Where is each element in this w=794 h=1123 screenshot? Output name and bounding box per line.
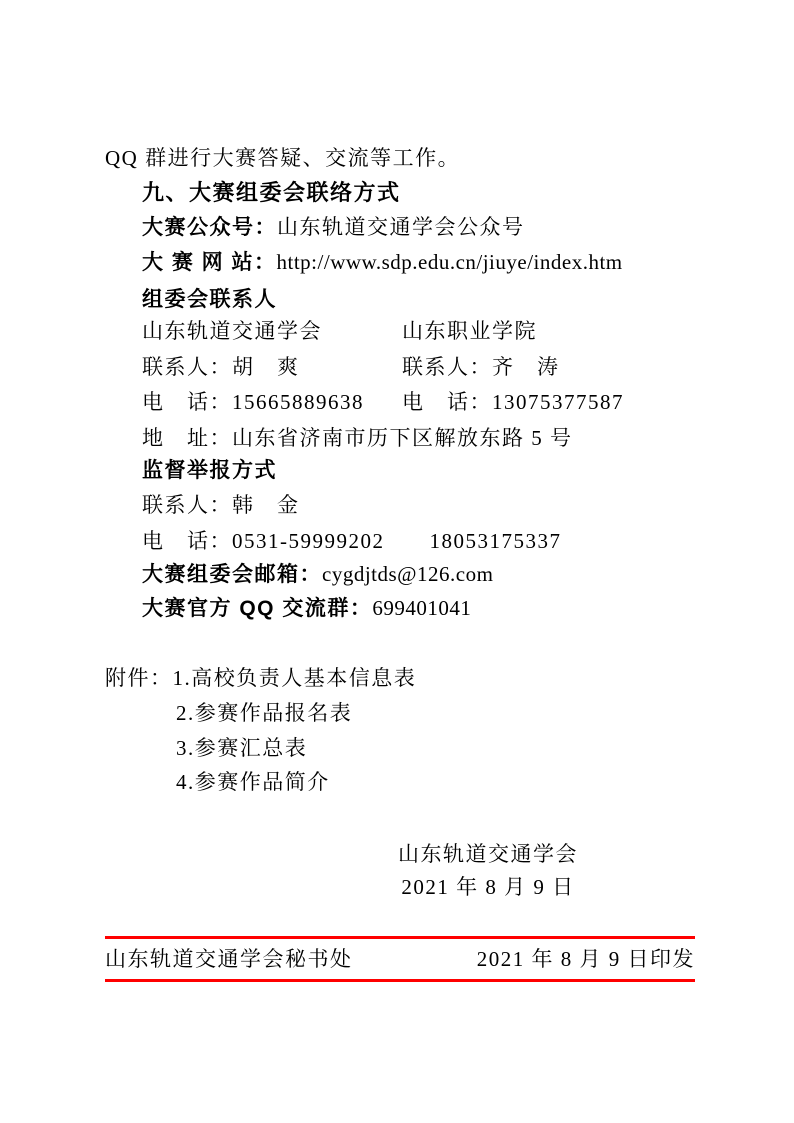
org-name-column2: 山东职业学院 — [402, 319, 537, 343]
footer-bottom-rule — [105, 979, 695, 982]
signature-date: 2021 年 8 月 9 日 — [401, 875, 575, 899]
attachment-item-3: 3.参赛汇总表 — [176, 736, 308, 760]
intro-paragraph: QQ 群进行大赛答疑、交流等工作。 — [105, 146, 461, 170]
section-heading: 九、大赛组委会联络方式 — [142, 180, 401, 205]
official-account-value: 山东轨道交通学会公众号 — [277, 215, 525, 239]
website-line — [142, 251, 623, 274]
committee-contacts-heading: 组委会联系人 — [142, 288, 277, 311]
supervision-phone: 电 话：0531-59999202 18053175337 — [142, 529, 562, 553]
attachment-item-4: 4.参赛作品简介 — [176, 770, 330, 794]
qq-group-line — [142, 597, 471, 620]
email-line — [142, 563, 493, 586]
address-line: 地 址：山东省济南市历下区解放东路 5 号 — [142, 426, 573, 450]
attachment-item-1: 1.高校负责人基本信息表 — [172, 666, 417, 690]
website-url: http://www.sdp.edu.cn/jiuye/index.htm — [276, 250, 623, 274]
footer-top-rule — [105, 936, 695, 939]
email-value: cygdjtds@126.com — [322, 562, 494, 586]
supervision-contact: 联系人：韩 金 — [142, 493, 300, 517]
qq-group-label: 大赛官方 QQ 交流群： — [142, 597, 373, 620]
website-label: 大 赛 网 站： — [142, 251, 277, 274]
footer-issuer: 山东轨道交通学会秘书处 — [105, 947, 353, 971]
phone-column2: 电 话：13075377587 — [402, 390, 624, 414]
official-account-label: 大赛公众号： — [142, 216, 277, 239]
attachment-item-2: 2.参赛作品报名表 — [176, 701, 353, 725]
attachments-line-1 — [105, 667, 416, 690]
attachments-label: 附件： — [105, 666, 173, 690]
supervision-heading: 监督举报方式 — [142, 459, 277, 482]
email-label: 大赛组委会邮箱： — [142, 563, 322, 586]
signature-organization: 山东轨道交通学会 — [398, 842, 578, 866]
phone-column1: 电 话：15665889638 — [142, 390, 364, 414]
contact-person-column2: 联系人：齐 涛 — [402, 355, 560, 379]
org-name-column1: 山东轨道交通学会 — [142, 319, 322, 343]
contact-person-column1: 联系人：胡 爽 — [142, 355, 300, 379]
official-account-line — [142, 216, 525, 239]
footer-print-date: 2021 年 8 月 9 日印发 — [476, 947, 695, 971]
qq-group-number: 699401041 — [372, 596, 472, 620]
